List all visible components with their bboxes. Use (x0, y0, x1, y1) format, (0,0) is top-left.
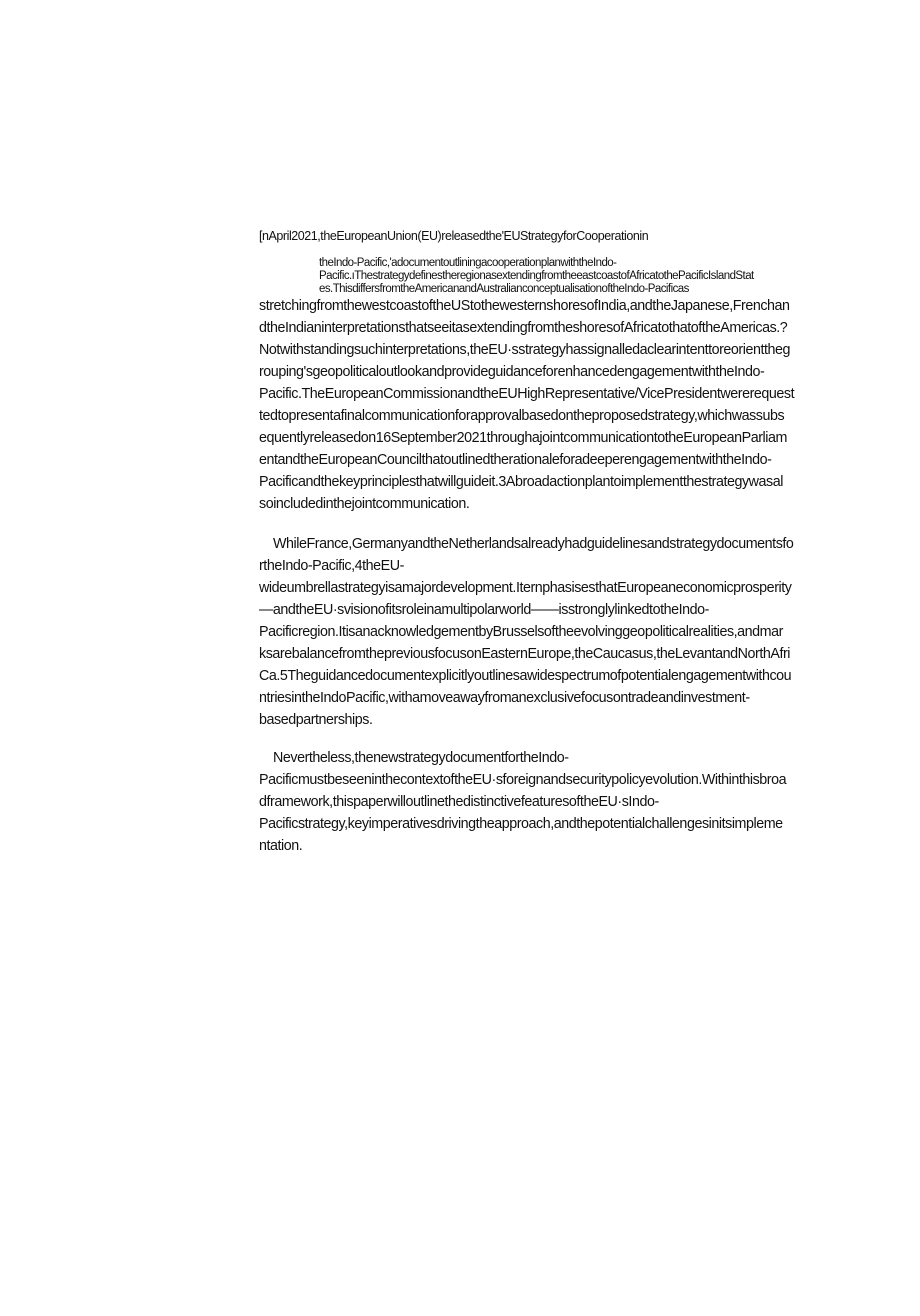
paragraph-2-line: WhileFrance,GermanyandtheNetherlandsalreadyhadguidelinesandstrategydocumentsfo (273, 536, 794, 552)
paragraph-1-line: tedtopresentafinalcommunicationforapprovalbasedontheproposedstrategy,whichwassubs (259, 408, 785, 424)
indented-line: es.ThisdiffersfromtheAmericanandAustralianconceptualisationoftheIndo-Pacificas (319, 283, 689, 295)
paragraph-1-line: Notwithstandingsuchinterpretations,theEU·sstrategyhassignalledaclearintenttoreorienttheg (259, 342, 791, 358)
paragraph-1-line: soincludedinthejointcommunication. (259, 496, 470, 512)
paragraph-1-line: entandtheEuropeanCouncilthatoutlinedtherationaleforadeeperengagementwiththeIndo- (259, 452, 772, 468)
paragraph-1-line: stretchingfromthewestcoastoftheUStothewesternshoresofIndia,andtheJapanese,Frenchan (259, 298, 790, 314)
paragraph-3-line: dframework,thispaperwilloutlinethedistinctivefeaturesoftheEU·sIndo- (259, 794, 659, 810)
paragraph-3-line: Nevertheless,thenewstrategydocumentfortheIndo- (273, 750, 569, 766)
paragraph-2-line: ntriesintheIndoPacific,withamoveawayfromanexclusivefocusontradeandinvestment- (259, 690, 750, 706)
paragraph-2-line: Ca.5Theguidancedocumentexplicitlyoutlinesawidespectrumofpotentialengagementwithcou (259, 668, 792, 684)
paragraph-3-line: ntation. (259, 838, 303, 854)
paragraph-1-line: equentlyreleasedon16September2021throughajointcommunicationtotheEuropeanParliam (259, 430, 787, 446)
paragraph-1-line: rouping'sgeopoliticaloutlookandprovideguidanceforenhancedengagementwiththeIndo- (259, 364, 765, 380)
intro-line: [nApril2021,theEuropeanUnion(EU)releasedthe'EUStrategyforCooperationin (259, 229, 649, 243)
paragraph-1-line: Pacific.TheEuropeanCommissionandtheEUHighRepresentative/VicePresidentwererequest (259, 386, 795, 402)
indented-line: Pacific.ıThestrategydefinestheregionasextendingfromtheeastcoastofAfricatothePacificIslandStat (319, 270, 754, 282)
paragraph-1-line: dtheIndianinterpretationsthatseeitasextendingfromtheshoresofAfricatothatoftheAmericas.? (259, 320, 788, 336)
paragraph-3-line: Pacificstrategy,keyimperativesdrivingtheapproach,andthepotentialchallengesinitsimpleme (259, 816, 783, 832)
indented-line: theIndo-Pacific,'adocumentoutliningacooperationplanwiththeIndo- (319, 257, 617, 269)
paragraph-2-line: Pacificregion.ItisanacknowledgementbyBrusselsoftheevolvinggeopoliticalrealities,andmar (259, 624, 783, 640)
paragraph-2-line: ksarebalancefromthepreviousfocusonEasternEurope,theCaucasus,theLevantandNorthAfri (259, 646, 790, 662)
paragraph-2-line: rtheIndo-Pacific,4theEU- (259, 558, 404, 574)
paragraph-3-line: PacificmustbeseeninthecontextoftheEU·sforeignandsecuritypolicyevolution.Withinthisbroa (259, 772, 787, 788)
paragraph-2-line: basedpartnerships. (259, 712, 373, 728)
paragraph-2-line: —andtheEU·svisionofitsroleinamultipolarworld——isstronglylinkedtotheIndo- (259, 602, 709, 618)
paragraph-2-line: wideumbrellastrategyisamajordevelopment.IternphasisesthatEuropeaneconomicprosperity (259, 580, 792, 596)
paragraph-1-line: Pacificandthekeyprinciplesthatwillguideit.3Abroadactionplantoimplementthestrategywasal (259, 474, 783, 490)
